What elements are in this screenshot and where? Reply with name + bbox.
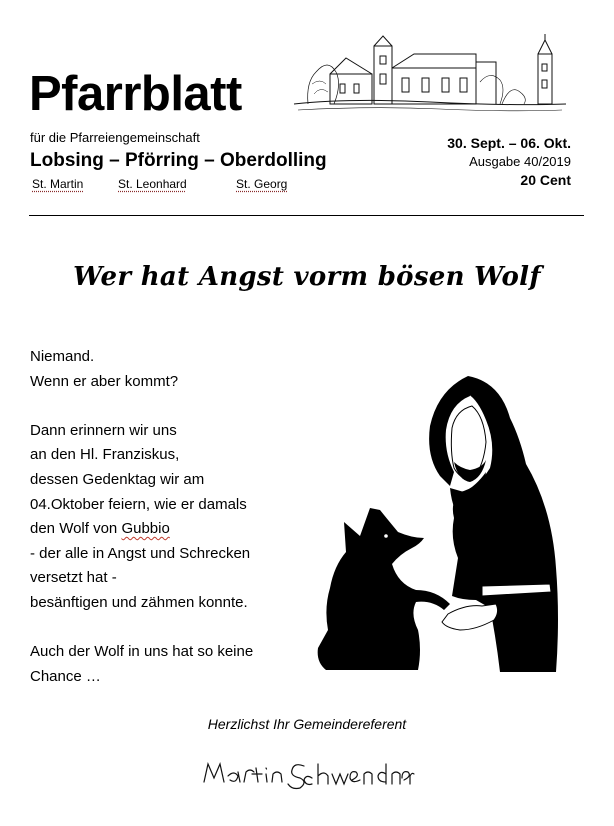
issue-date-range: 30. Sept. – 06. Okt. xyxy=(447,135,571,151)
patron-leonhard: St. Leonhard xyxy=(118,177,187,191)
body-line: an den Hl. Franziskus, xyxy=(30,446,180,464)
article-body xyxy=(30,345,253,689)
issue-price: 20 Cent xyxy=(520,172,571,188)
francis-and-wolf-illustration xyxy=(300,368,565,673)
church-sketch-icon xyxy=(290,32,570,116)
wolf-figure xyxy=(318,508,450,670)
body-line xyxy=(30,394,253,419)
body-line-gubbio xyxy=(30,517,253,542)
body-line: dessen Gedenktag wir am xyxy=(30,470,205,488)
patron-georg: St. Georg xyxy=(236,177,288,191)
body-line: Dann erinnern wir uns xyxy=(30,421,177,439)
body-line: versetzt hat - xyxy=(30,569,117,587)
body-line xyxy=(30,616,253,641)
monk-figure xyxy=(429,376,558,672)
body-line: Chance … xyxy=(30,667,101,685)
monk-hand xyxy=(442,604,498,630)
body-line: besänftigen und zähmen konnte. xyxy=(30,593,248,611)
masthead-subtitle: für die Pfarreiengemeinschaft xyxy=(30,130,200,145)
gubbio-word: Gubbio xyxy=(121,520,170,538)
body-line: 04.Oktober feiern, wie er damals xyxy=(30,495,247,513)
body-line-text: den Wolf von xyxy=(30,520,122,538)
header-divider xyxy=(29,215,584,216)
parish-names: Lobsing – Pförring – Oberdolling xyxy=(30,150,327,171)
body-line: Niemand. xyxy=(30,348,95,365)
patron-martin: St. Martin xyxy=(32,177,84,191)
handwritten-signature xyxy=(200,752,415,792)
masthead-title: Pfarrblatt xyxy=(29,67,242,121)
body-line: - der alle in Angst und Schrecken xyxy=(30,544,251,562)
body-line: Auch der Wolf in uns hat so keine xyxy=(30,643,254,661)
body-line: Wenn er aber kommt? xyxy=(30,372,179,390)
issue-number: Ausgabe 40/2019 xyxy=(469,154,571,169)
article-headline: Wer hat Angst vorm bösen Wolf xyxy=(73,262,541,292)
closing-line: Herzlichst Ihr Gemeindereferent xyxy=(207,716,407,732)
wolf-eye xyxy=(384,534,388,538)
